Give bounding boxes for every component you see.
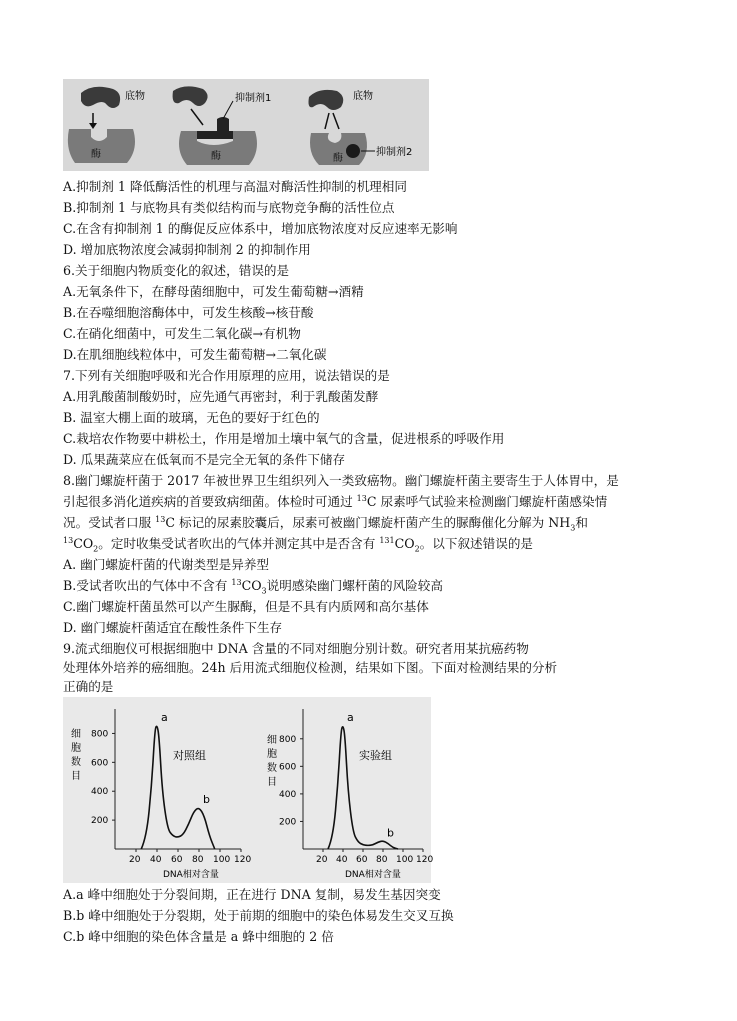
q7-option-a: A.用乳酸菌制酸奶时，应先通气再密封，利于乳酸菌发酵: [63, 389, 379, 404]
q8-option-b: B.受试者吹出的气体中不含有 $^{13}CO_3$说明感染幽门螺杆菌的风险较高: [63, 577, 443, 596]
q7-option-c: C.栽培农作物要中耕松土，作用是增加土壤中氧气的含量，促进根系的呼吸作用: [63, 431, 505, 446]
experiment-ytick-label: 600: [279, 762, 297, 773]
enzyme-label-3: 酶: [333, 153, 343, 164]
control-peak-a-label: a: [161, 710, 168, 724]
control-ytick-label: 600: [91, 758, 109, 769]
q8-option-d: D. 幽门螺旋杆菌适宜在酸性条件下生存: [63, 620, 283, 635]
q6-option-b: B.在吞噬细胞溶酶体中，可发生核酸→核苷酸: [63, 305, 314, 320]
q6-option-c: C.在硝化细菌中，可发生二氧化碳→有机物: [63, 326, 301, 341]
substrate-label: 底物: [125, 91, 145, 102]
experiment-ytick-label: 400: [279, 789, 297, 800]
experiment-xtick-label: 120: [416, 855, 434, 865]
flow-cytometry-figure: [63, 697, 434, 883]
experiment-peak-b-label: b: [387, 826, 394, 840]
control-xtick-label: 20: [129, 855, 141, 865]
experiment-ytick-label: 200: [279, 817, 297, 828]
q5-option-d: D. 增加底物浓度会减弱抑制剂 2 的抑制作用: [63, 242, 311, 257]
panel-inhibitor1: [173, 86, 272, 165]
control-xlabel: DNA相对含量: [163, 870, 219, 880]
experiment-ylabel-1: 细: [267, 735, 277, 746]
experiment-ylabel-4: 目: [267, 777, 277, 788]
control-xtick-label: 120: [234, 855, 252, 865]
experiment-ylabel-3: 数: [267, 763, 277, 774]
q6-option-d: D.在肌细胞线粒体中，可发生葡萄糖→二氧化碳: [63, 347, 327, 362]
experiment-group-label: 实验组: [359, 749, 392, 762]
q5-option-b: B.抑制剂 1 与底物具有类似结构而与底物竞争酶的活性位点: [63, 200, 395, 215]
q7-stem: 7.下列有关细胞呼吸和光合作用原理的应用，说法错误的是: [63, 368, 390, 383]
control-ytick-label: 800: [91, 729, 109, 740]
q8-option-c: C.幽门螺旋杆菌虽然可以产生脲酶，但是不具有内质网和高尔基体: [63, 599, 429, 614]
panel-substrate-binding: [68, 87, 145, 163]
control-ylabel-4: 目: [71, 771, 81, 782]
q8-option-a: A. 幽门螺旋杆菌的代谢类型是异养型: [63, 557, 270, 572]
enzyme-label-2: 酶: [211, 151, 221, 162]
q8-stem-line3: 况。受试者口服 $^{13}$C 标记的尿素胶囊后，尿素可被幽门螺旋杆菌产生的脲酶催化分解为 $NH_3$和: [63, 514, 588, 533]
inhibitor1-label: 抑制剂1: [235, 93, 272, 104]
q9-option-b: B.b 峰中细胞处于分裂期，处于前期的细胞中的染色体易发生交叉互换: [63, 908, 454, 923]
control-ylabel-3: 数: [71, 757, 81, 768]
control-xtick-label: 40: [150, 855, 162, 865]
q6-stem: 6.关于细胞内物质变化的叙述，错误的是: [63, 263, 290, 278]
experiment-xtick-label: 100: [396, 855, 414, 865]
control-ytick-label: 400: [91, 787, 109, 798]
q8-stem-line1: 8.幽门螺旋杆菌于 2017 年被世界卫生组织列入一类致癌物。幽门螺旋杆菌主要寄生于人体胃中，是: [63, 473, 619, 488]
control-xtick-label: 100: [213, 855, 231, 865]
q9-option-a: A.a 峰中细胞处于分裂间期，正在进行 DNA 复制，易发生基因突变: [63, 887, 441, 902]
q7-option-b: B. 温室大棚上面的玻璃，无色的要好于红色的: [63, 410, 320, 425]
panel-inhibitor2: [309, 89, 413, 165]
q7-option-d: D. 瓜果蔬菜应在低氧而不是完全无氧的条件下储存: [63, 452, 346, 467]
enzyme-label: 酶: [91, 149, 101, 160]
q8-stem-line2: 引起很多消化道疾病的首要致病细菌。体检时可通过 $^{13}$C 尿素呼气试验来检测幽门螺旋杆菌感染情: [63, 493, 608, 509]
experiment-ytick-label: 800: [279, 734, 297, 745]
control-curve: [141, 726, 215, 849]
experiment-xtick-label: 60: [356, 855, 368, 865]
control-xtick-label: 60: [171, 855, 183, 865]
experiment-peak-a-label: a: [347, 711, 354, 724]
control-peak-b-label: b: [203, 793, 210, 807]
experiment-chart: [267, 709, 433, 880]
q8-stem-line4: $^{13}CO_2$。定时收集受试者吹出的气体并测定其中是否含有 $^{131}CO_2$。以下叙述错误的是: [63, 535, 534, 554]
q9-option-c: C.b 峰中细胞的染色体含量是 a 蜂中细胞的 2 倍: [63, 929, 334, 944]
control-ytick-label: 200: [91, 816, 109, 827]
q5-option-a: A.抑制剂 1 降低酶活性的机理与高温对酶活性抑制的机理相同: [63, 179, 407, 194]
q5-option-c: C.在含有抑制剂 1 的酶促反应体系中，增加底物浓度对反应速率无影响: [63, 221, 458, 236]
experiment-xtick-label: 40: [336, 855, 348, 865]
control-ylabel-2: 胞: [71, 743, 81, 754]
q9-stem-line1: 9.流式细胞仪可根据细胞中 DNA 含量的不同对细胞分别计数。研究者用某抗癌药物: [63, 641, 529, 656]
enzyme-inhibitor-figure: [63, 79, 429, 171]
control-chart: [71, 709, 251, 880]
q6-option-a: A.无氧条件下，在酵母菌细胞中，可发生葡萄糖→酒精: [63, 284, 364, 299]
experiment-xtick-label: 80: [376, 855, 388, 865]
inhibitor2-label: 抑制剂2: [376, 147, 413, 158]
control-ylabel-1: 细: [71, 729, 81, 740]
control-group-label: 对照组: [173, 749, 206, 762]
experiment-ylabel-2: 胞: [267, 749, 277, 760]
q9-stem-line3: 正确的是: [63, 679, 114, 694]
experiment-xtick-label: 20: [316, 855, 328, 865]
q9-stem-line2: 处理体外培养的癌细胞。24h 后用流式细胞仪检测，结果如下图。下面对检测结果的分析: [63, 660, 558, 675]
experiment-xlabel: DNA相对含量: [345, 870, 401, 880]
control-xtick-label: 80: [192, 855, 204, 865]
substrate-label-2: 底物: [353, 91, 373, 102]
